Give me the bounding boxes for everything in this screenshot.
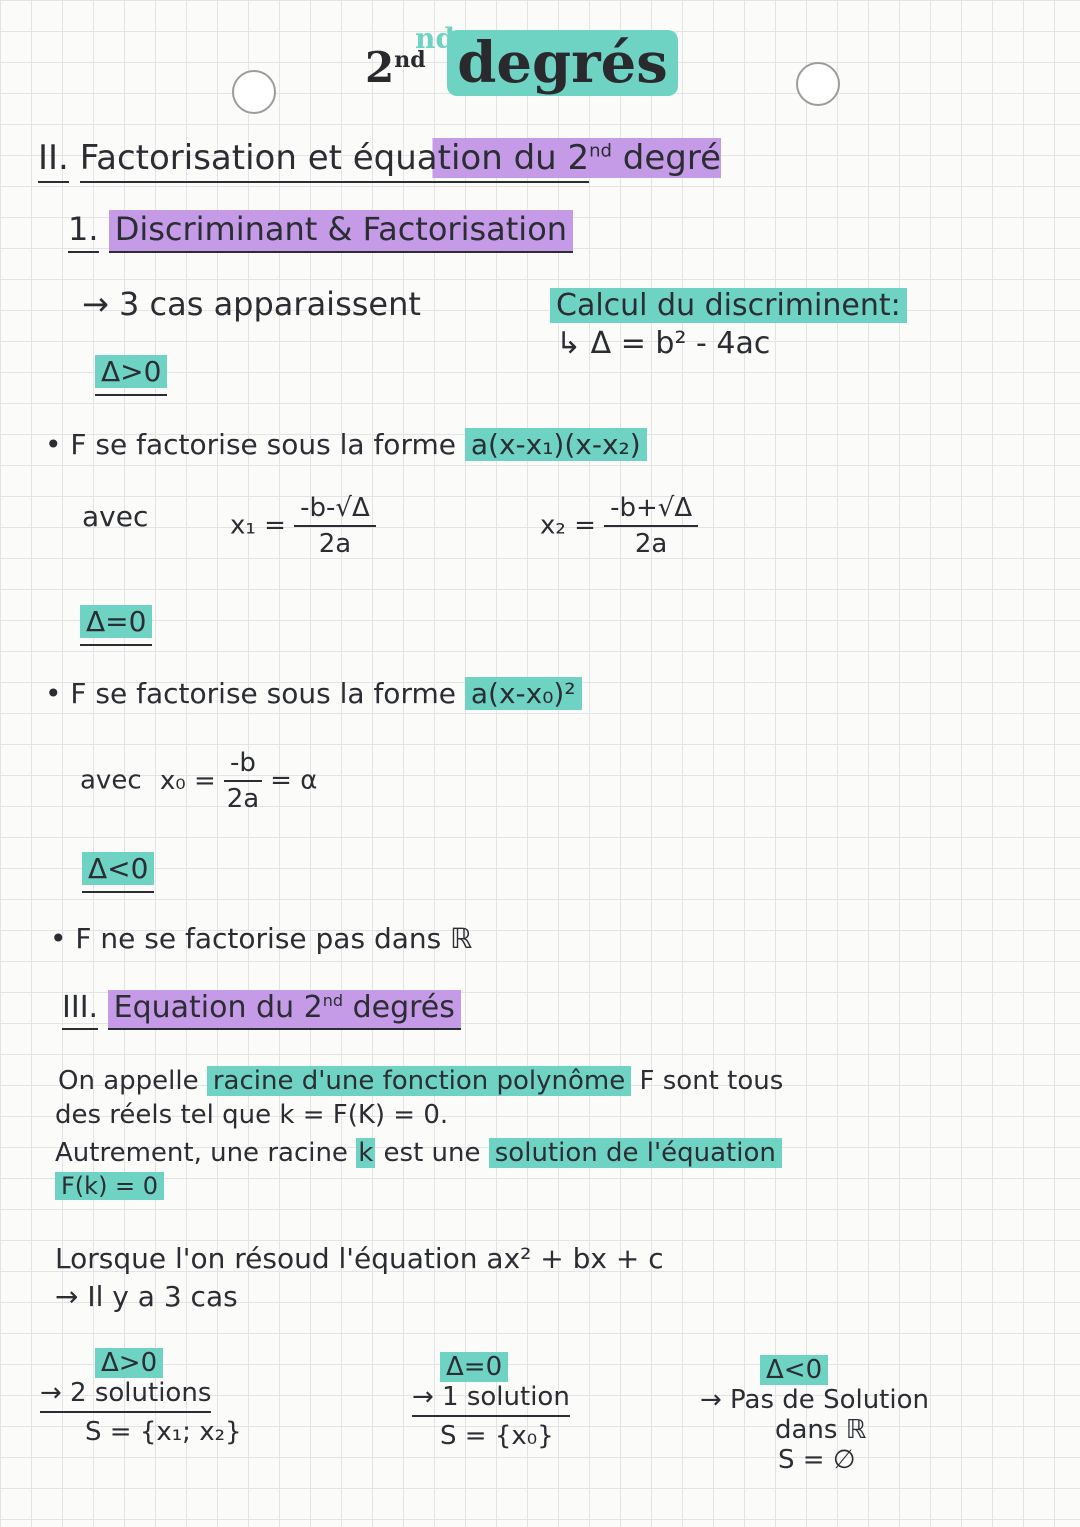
page-title — [365, 22, 678, 96]
section-3-title: Equation du 2nd degrés — [108, 990, 461, 1030]
solution-case-positive: Δ>0 → 2 solutions S = {x₁; x₂} — [40, 1348, 242, 1447]
title-main: degrés — [447, 30, 678, 96]
case-zero-text: • F se factorise sous la forme a(x-x₀)² — [45, 677, 582, 710]
x2-formula: x₂ = $\frac{-b+√\Delta}{2a}$ — [540, 493, 698, 559]
racine-definition-line1: On appelle racine d'une fonction polynôme F sont tous — [58, 1066, 784, 1096]
case-negative-text: • F ne se factorise pas dans ℝ — [50, 922, 473, 955]
section-2-heading — [38, 138, 721, 178]
subsection-1-title: Discriminant & Factorisation — [109, 210, 573, 253]
title-ordinal: 2nd — [365, 43, 426, 92]
subsection-1-heading: 1. Discriminant & Factorisation — [68, 210, 573, 248]
section-3-heading — [62, 990, 461, 1025]
case-positive-avec: avec — [82, 500, 149, 533]
case-positive-label: Δ>0 — [95, 355, 167, 396]
solution-case-negative: Δ<0 → Pas de Solution dans ℝ S = ∅ — [700, 1355, 929, 1475]
racine-definition-line3: Autrement, une racine k est une solution de l'équation — [55, 1138, 782, 1168]
case-negative-label: Δ<0 — [82, 852, 154, 893]
punch-hole-right — [796, 62, 840, 106]
racine-definition-line2: des réels tel que k = F(K) = 0. — [55, 1100, 449, 1130]
intro-cases: → 3 cas apparaissent — [82, 285, 421, 323]
case-positive-text: • F se factorise sous la forme a(x-x₁)(x-x₂) — [45, 428, 647, 461]
x0-formula: avec x₀ = $\frac{-b}{2a}$ = α — [80, 748, 318, 814]
case-zero-label: Δ=0 — [80, 605, 152, 646]
discriminant-title: Calcul du discriminent: — [550, 288, 907, 323]
x1-formula: x₁ = $\frac{-b-√\Delta}{2a}$ — [230, 493, 376, 559]
title-overscript: nd — [415, 22, 455, 55]
discriminant-formula: ↳ Δ = b² - 4ac — [556, 326, 771, 361]
punch-hole-left — [232, 70, 276, 114]
racine-definition-line4: F(k) = 0 — [55, 1172, 164, 1200]
section-3-number: III. — [62, 990, 98, 1030]
resolution-line: Lorsque l'on résoud l'équation ax² + bx + c — [55, 1242, 664, 1275]
solution-case-zero: Δ=0 → 1 solution S = {x₀} — [412, 1352, 570, 1451]
section-2-title: Factorisation et équation du 2nd degré — [80, 138, 721, 178]
section-2-number: II. — [38, 138, 69, 183]
case-zero-form: a(x-x₀)² — [465, 677, 582, 710]
three-cases-line: → Il y a 3 cas — [55, 1280, 238, 1313]
case-positive-form: a(x-x₁)(x-x₂) — [465, 428, 647, 461]
